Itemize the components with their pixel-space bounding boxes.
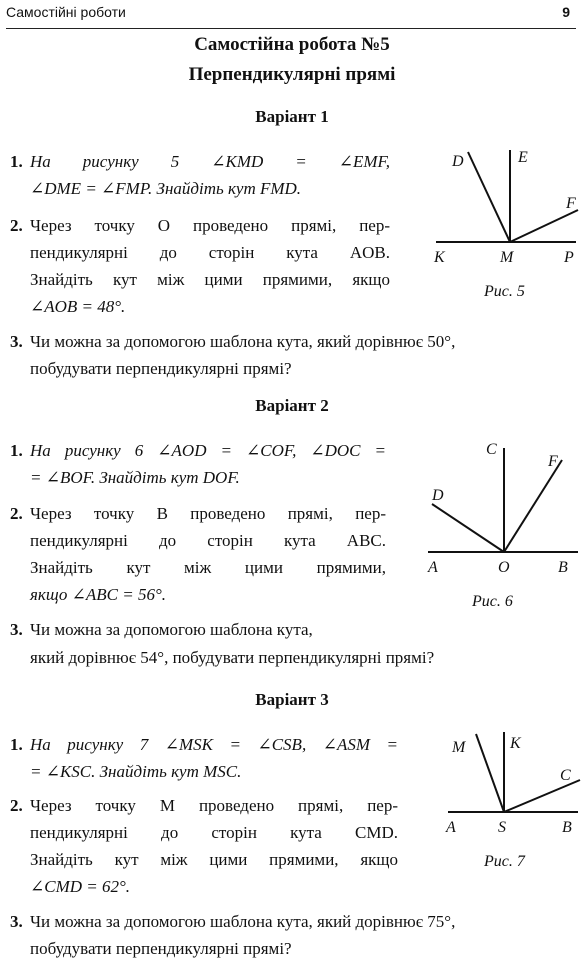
figure-caption: Рис. 5: [484, 283, 525, 300]
problem-line: Через точку B проведено прямі, пер-: [30, 504, 386, 523]
problem-number: 3.: [10, 620, 23, 639]
figure-5: [428, 140, 584, 306]
variant-2-heading: Варіант 2: [255, 396, 329, 415]
problem-number: 2.: [10, 504, 23, 523]
problem-line: = ∠BOF. Знайдіть кут DOF.: [30, 468, 240, 487]
point-label: M: [452, 739, 466, 756]
ray-SC: [504, 780, 580, 812]
point-label: B: [562, 819, 572, 836]
variant-1-problem-1: [10, 148, 390, 202]
variant-1-problem-3: [10, 328, 570, 382]
variant-3-problem-2: [10, 792, 398, 900]
problem-line: Чи можна за допомогою шаблона кута,: [30, 620, 313, 639]
point-label: S: [498, 819, 506, 836]
point-label: B: [558, 559, 568, 576]
problem-number: 3.: [10, 912, 23, 931]
problem-line: На рисунку 6 ∠AOD = ∠COF, ∠DOC =: [30, 441, 386, 460]
figure-caption: Рис. 7: [484, 853, 525, 870]
problem-line: якщо ∠ABC = 56°.: [30, 585, 167, 604]
point-label: O: [498, 559, 510, 576]
problem-number: 1.: [10, 735, 23, 754]
variant-3-heading: Варіант 3: [255, 690, 329, 709]
point-label: F: [548, 453, 558, 470]
point-label: E: [518, 149, 528, 166]
ray-OD: [432, 504, 504, 552]
variant-2-problem-3: [10, 616, 390, 643]
problem-line: ∠AOB = 48°.: [30, 297, 126, 316]
problem-number: 3.: [10, 332, 23, 351]
problem-line: пендикулярні до сторін кута AOB.: [30, 243, 390, 262]
point-label: D: [452, 153, 464, 170]
worksheet-title: Самостійна робота №5: [194, 34, 390, 55]
header-rule: [6, 28, 576, 29]
figure-7: [440, 726, 584, 876]
figure-6: [418, 430, 584, 610]
problem-number: 1.: [10, 441, 23, 460]
problem-line: побудувати перпендикулярні прямі?: [30, 939, 292, 958]
ray-MF: [510, 210, 578, 242]
problem-line: Знайдіть кут між цими прямими, якщо: [30, 850, 398, 869]
running-header-section: Самостійні роботи: [6, 4, 126, 20]
point-label: D: [432, 487, 444, 504]
point-label: M: [500, 249, 514, 266]
point-label: C: [560, 767, 571, 784]
problem-line: ∠DME = ∠FMP. Знайдіть кут FMD.: [30, 179, 302, 198]
ray-SM: [476, 734, 504, 812]
problem-line: Знайдіть кут між цими прямими, якщо: [30, 270, 390, 289]
problem-line: Через точку O проведено прямі, пер-: [30, 216, 390, 235]
problem-line: побудувати перпендикулярні прямі?: [30, 359, 292, 378]
problem-line: = ∠KSC. Знайдіть кут MSC.: [30, 762, 242, 781]
point-label: K: [434, 249, 445, 266]
problem-line: пендикулярні до сторін кута CMD.: [30, 823, 398, 842]
variant-3-problem-3: [10, 908, 570, 962]
figure-caption: Рис. 6: [472, 593, 513, 610]
worksheet-subtitle: Перпендикулярні прямі: [188, 64, 396, 85]
ray-OF: [504, 460, 562, 552]
point-label: A: [428, 559, 438, 576]
problem-line: На рисунку 7 ∠MSK = ∠CSB, ∠ASM =: [30, 735, 398, 754]
problem-number: 2.: [10, 796, 23, 815]
problem-line: який дорівнює 54°, побудувати перпендикулярні прямі?: [30, 648, 435, 667]
problem-line: Чи можна за допомогою шаблона кута, який дорівнює 75°,: [30, 912, 456, 931]
ray-MD: [468, 152, 510, 242]
problem-number: 1.: [10, 152, 23, 171]
point-label: K: [510, 735, 521, 752]
problem-line: Знайдіть кут між цими прямими,: [30, 558, 386, 577]
problem-line: Через точку M проведено прямі, пер-: [30, 796, 398, 815]
problem-line: пендикулярні до сторін кута ABC.: [30, 531, 386, 550]
point-label: C: [486, 441, 497, 458]
point-label: A: [446, 819, 456, 836]
point-label: P: [564, 249, 574, 266]
variant-1-problem-2: [10, 212, 390, 320]
problem-number: 2.: [10, 216, 23, 235]
problem-line: ∠CMD = 62°.: [30, 877, 131, 896]
page-number: 9: [562, 4, 570, 20]
point-label: F: [566, 195, 576, 212]
problem-line: На рисунку 5 ∠KMD = ∠EMF,: [30, 152, 390, 171]
variant-2-problem-1: [10, 437, 386, 491]
variant-1-heading: Варіант 1: [255, 107, 329, 126]
variant-2-problem-2: [10, 500, 386, 608]
variant-3-problem-1: [10, 731, 398, 785]
problem-line: Чи можна за допомогою шаблона кута, який дорівнює 50°,: [30, 332, 456, 351]
